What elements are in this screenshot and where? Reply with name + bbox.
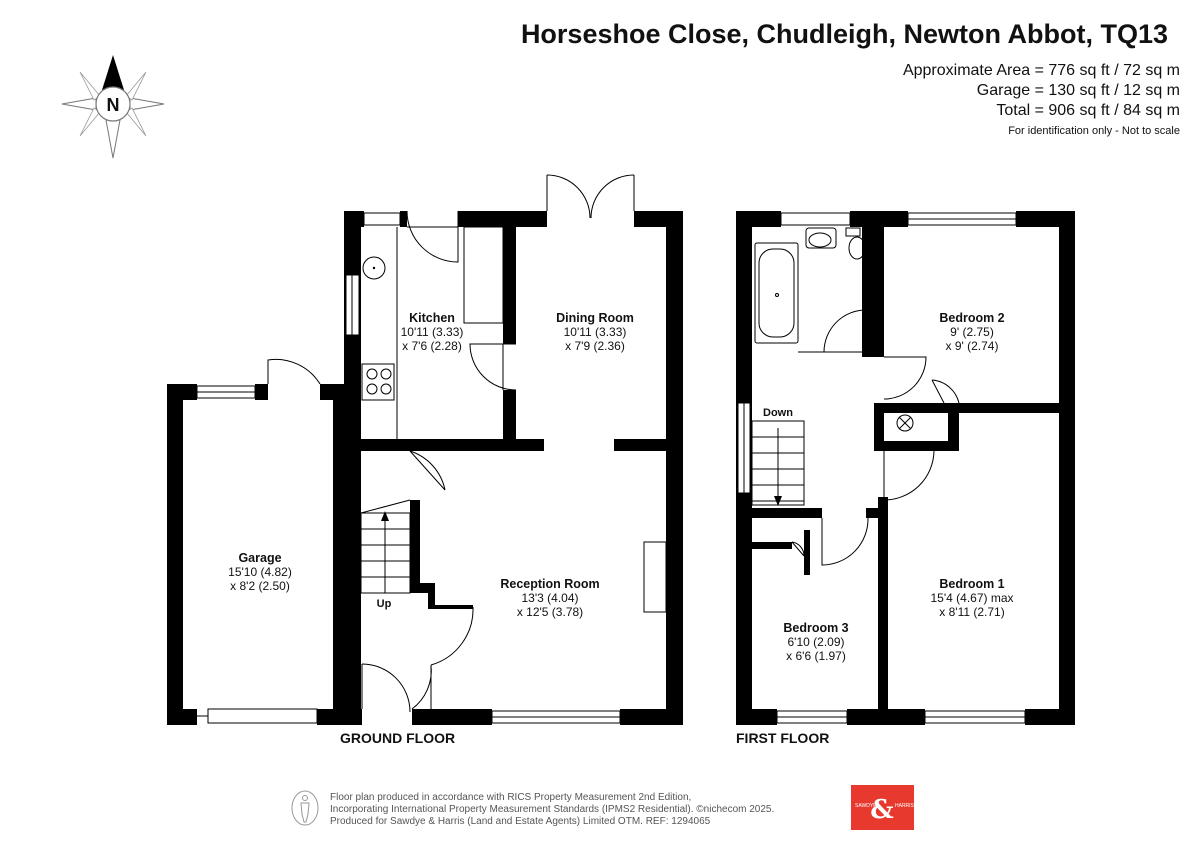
kitchen-name: Kitchen: [409, 311, 455, 325]
dining-dim1: 10'11 (3.33): [563, 325, 627, 339]
ground-floor-label: GROUND FLOOR: [340, 730, 456, 746]
stairs-up-label: Up: [376, 598, 392, 610]
garage-area: Garage = 130 sq ft / 12 sq m: [976, 82, 1180, 99]
bedroom2-name: Bedroom 2: [939, 311, 1005, 325]
reception-room-label: [500, 577, 599, 619]
bedroom-2-label: [939, 311, 1004, 353]
footer-line-2: Incorporating International Property Measurement Standards (IPMS2 Residential). ©nichecom 2025.: [330, 804, 775, 815]
reception-name: Reception Room: [500, 577, 600, 591]
bedroom1-dim1: 15'4 (4.67) max: [930, 591, 1014, 605]
reception-dim2: x 12'5 (3.78): [516, 605, 584, 619]
property-title: Horseshoe Close, Chudleigh, Newton Abbot, TQ13: [520, 19, 1168, 49]
reception-dim1: 13'3 (4.04): [521, 591, 579, 605]
total-area: Total = 906 sq ft / 84 sq m: [996, 102, 1180, 119]
bedroom2-dim1: 9' (2.75): [950, 325, 994, 339]
bedroom-1-label: [931, 577, 1014, 619]
person-scale-icon: [292, 791, 318, 825]
kitchen-label: [401, 311, 464, 353]
dining-name: Dining Room: [556, 311, 634, 325]
dining-room-label: [556, 311, 634, 353]
compass-icon: [62, 55, 164, 158]
agent-logo: [851, 785, 915, 830]
first-floor-label: FIRST FLOOR: [736, 730, 830, 746]
garage-dim2: x 8'2 (2.50): [230, 579, 290, 593]
kitchen-dim1: 10'11 (3.33): [400, 325, 464, 339]
kitchen-dim2: x 7'6 (2.28): [402, 339, 462, 353]
approximate-area: Approximate Area = 776 sq ft / 72 sq m: [902, 62, 1180, 79]
footer-line-3: Produced for Sawdye & Harris (Land and Estate Agents) Limited OTM. REF: 1294065: [330, 816, 711, 827]
bedroom-3-label: [783, 621, 848, 663]
footer-line-1: Floor plan produced in accordance with RICS Property Measurement 2nd Edition,: [330, 792, 692, 803]
garage-dim1: 15'10 (4.82): [228, 565, 292, 579]
first-floor-plan: [736, 211, 1075, 746]
garage-label: [228, 551, 292, 593]
ground-floor-plan: [167, 175, 683, 746]
dining-dim2: x 7'9 (2.36): [565, 339, 625, 353]
bedroom3-name: Bedroom 3: [783, 621, 849, 635]
logo-text-left: SAWDYE: [855, 803, 877, 809]
bedroom2-dim2: x 9' (2.74): [945, 339, 999, 353]
bedroom1-dim2: x 8'11 (2.71): [939, 605, 1005, 619]
scale-disclaimer: For identification only - Not to scale: [1008, 125, 1180, 137]
stairs-down-label: Down: [763, 407, 793, 419]
garage-name: Garage: [238, 551, 282, 565]
logo-text-right: HARRIS: [895, 803, 914, 809]
compass-north-label: N: [106, 95, 120, 115]
bedroom1-name: Bedroom 1: [939, 577, 1005, 591]
bedroom3-dim1: 6'10 (2.09): [787, 635, 845, 649]
logo-ampersand: &: [870, 795, 894, 825]
bedroom3-dim2: x 6'6 (1.97): [786, 649, 846, 663]
